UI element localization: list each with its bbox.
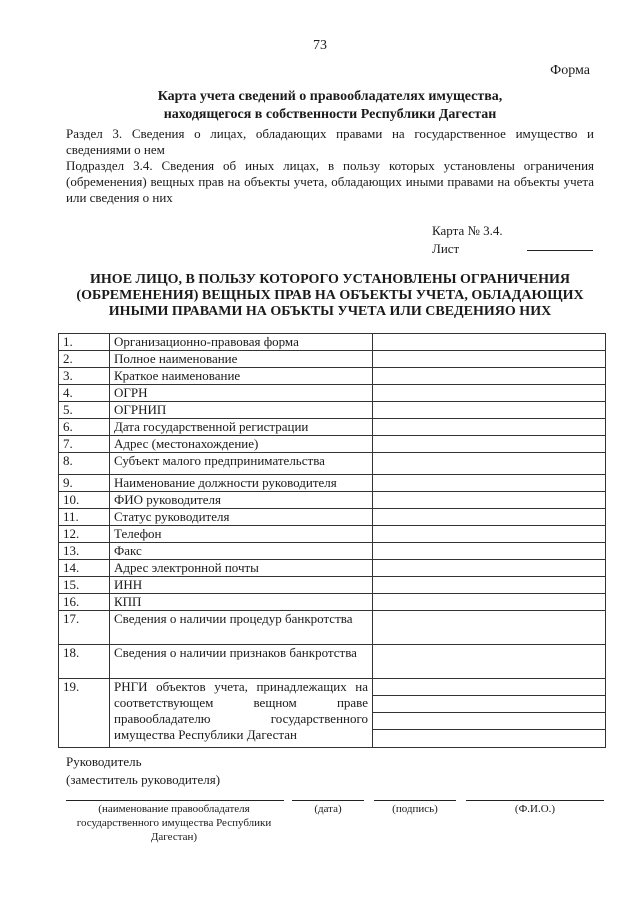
- table-row: [59, 611, 606, 645]
- table-row: [59, 560, 606, 577]
- row-number: 8.: [59, 453, 110, 475]
- row-number: 6.: [59, 419, 110, 436]
- section-text: Сведения о лицах, обладающих правами на государственное имущество и сведениями о нем: [66, 126, 595, 157]
- table-row: [59, 577, 606, 594]
- document-title: [60, 88, 600, 124]
- row-value-field[interactable]: [373, 594, 606, 611]
- row-value-field[interactable]: [373, 713, 605, 730]
- row-label: Полное наименование: [110, 351, 373, 368]
- form-heading-line-2: (ОБРЕМЕНЕНИЯ) ВЕЩНЫХ ПРАВ НА ОБЪЕКТЫ УЧЕТА, ОБЛАДАЮЩИХ: [76, 288, 584, 303]
- row-value-field[interactable]: [373, 453, 606, 475]
- table-row: [59, 419, 606, 436]
- row-value-field[interactable]: [373, 334, 606, 351]
- row-label: Субъект малого предпринимательства: [110, 453, 373, 475]
- signature-line[interactable]: [374, 800, 456, 801]
- row-label: Телефон: [110, 526, 373, 543]
- date-line[interactable]: [292, 800, 364, 801]
- table-row: [59, 402, 606, 419]
- document-title-line-1: Карта учета сведений о правообладателях имущества,: [157, 89, 503, 104]
- table-row: [59, 368, 606, 385]
- subsection-prefix: Подраздел 3.4.: [66, 158, 153, 173]
- holder-name-caption: (наименование правообладателя государственного имущества Республики Дагестан): [76, 803, 272, 843]
- signer-title: Руководитель: [66, 754, 142, 769]
- holder-name-line[interactable]: [66, 800, 284, 801]
- row-value-field[interactable]: [373, 543, 606, 560]
- row-value-field[interactable]: [373, 402, 606, 419]
- document-title-line-2: находящегося в собственности Республики Дагестан: [163, 107, 497, 122]
- row-number: 5.: [59, 402, 110, 419]
- card-info: [432, 222, 503, 258]
- table-row: [59, 509, 606, 526]
- row-value-field[interactable]: [373, 696, 605, 713]
- row-number: 14.: [59, 560, 110, 577]
- row-value-cell: [373, 679, 606, 748]
- row-number: 18.: [59, 645, 110, 679]
- row-value-field[interactable]: [373, 611, 606, 645]
- row-number: 7.: [59, 436, 110, 453]
- section-heading: [66, 126, 594, 158]
- row-value-field[interactable]: [373, 679, 605, 696]
- row-label: ОГРНИП: [110, 402, 373, 419]
- row-label: Сведения о наличии процедур банкротства: [110, 611, 373, 645]
- table-row: [59, 492, 606, 509]
- page-number: 73: [313, 38, 327, 53]
- table-row: [59, 453, 606, 475]
- row-value-field[interactable]: [373, 436, 606, 453]
- sheet-label: Лист: [432, 241, 460, 256]
- table-row: [59, 645, 606, 679]
- row-label: ФИО руководителя: [110, 492, 373, 509]
- row-value-field[interactable]: [373, 385, 606, 402]
- row-number: 16.: [59, 594, 110, 611]
- row-label: Краткое наименование: [110, 368, 373, 385]
- row-label: Наименование должности руководителя: [110, 475, 373, 492]
- row-value-field[interactable]: [373, 351, 606, 368]
- row-label: Сведения о наличии признаков банкротства: [110, 645, 373, 679]
- card-number: Карта № 3.4.: [432, 223, 503, 238]
- table-row: [59, 526, 606, 543]
- row-value-field[interactable]: [373, 577, 606, 594]
- row-number: 13.: [59, 543, 110, 560]
- row-label: ОГРН: [110, 385, 373, 402]
- form-heading-line-1: ИНОЕ ЛИЦО, В ПОЛЬЗУ КОТОРОГО УСТАНОВЛЕНЫ ОГРАНИЧЕНИЯ: [90, 272, 570, 287]
- row-value-field[interactable]: [373, 645, 606, 679]
- row-value-field[interactable]: [373, 419, 606, 436]
- table-row: [59, 475, 606, 492]
- table-row: [59, 543, 606, 560]
- row-number: 19.: [59, 679, 110, 748]
- row-label: Статус руководителя: [110, 509, 373, 526]
- fio-line[interactable]: [466, 800, 604, 801]
- row-number: 15.: [59, 577, 110, 594]
- row-number: 9.: [59, 475, 110, 492]
- form-label: Форма: [550, 63, 590, 78]
- row-label: КПП: [110, 594, 373, 611]
- row-number: 17.: [59, 611, 110, 645]
- row-number: 1.: [59, 334, 110, 351]
- row-number: 3.: [59, 368, 110, 385]
- row-number: 2.: [59, 351, 110, 368]
- row-number: 11.: [59, 509, 110, 526]
- table-row: [59, 385, 606, 402]
- row-value-field[interactable]: [373, 509, 606, 526]
- signature-caption: (подпись): [392, 803, 438, 815]
- fio-caption: (Ф.И.О.): [514, 803, 556, 815]
- signer-block: [66, 753, 220, 789]
- section-prefix: Раздел 3.: [66, 126, 123, 141]
- row-label: Адрес (местонахождение): [110, 436, 373, 453]
- data-table: [58, 333, 606, 748]
- row-value-field[interactable]: [373, 475, 606, 492]
- row-label: ИНН: [110, 577, 373, 594]
- row-value-field[interactable]: [373, 526, 606, 543]
- row-number: 12.: [59, 526, 110, 543]
- table-row: [59, 594, 606, 611]
- table-row: [59, 334, 606, 351]
- row-label: Адрес электронной почты: [110, 560, 373, 577]
- row-value-field[interactable]: [373, 368, 606, 385]
- row-label: Факс: [110, 543, 373, 560]
- table-row: [59, 436, 606, 453]
- row-label: Организационно-правовая форма: [110, 334, 373, 351]
- table-row: [59, 351, 606, 368]
- row-value-field[interactable]: [373, 560, 606, 577]
- row-number: 10.: [59, 492, 110, 509]
- row-value-field[interactable]: [373, 730, 605, 747]
- date-caption: (дата): [314, 803, 342, 815]
- row-number: 4.: [59, 385, 110, 402]
- form-heading-line-3: ИНЫМИ ПРАВАМИ НА ОБЪКТЫ УЧЕТА ИЛИ СВЕДЕНИЯО НИХ: [108, 304, 552, 319]
- row-label: Дата государственной регистрации: [110, 419, 373, 436]
- subsection-heading: [66, 158, 594, 206]
- sheet-number-field[interactable]: [527, 250, 593, 251]
- row-label: РНГИ объектов учета, принадлежащих на соответствующем вещном праве правообладателю государственного имущества Республики Дагестан: [110, 679, 373, 748]
- signer-deputy: (заместитель руководителя): [66, 772, 221, 787]
- form-heading: [60, 272, 600, 320]
- row-value-field[interactable]: [373, 492, 606, 509]
- subsection-text: Сведения об иных лицах, в пользу которых установлены ограничения (обременения) вещных прав на объекты учета, обладающих иными правами на объекты учета или сведения о них: [66, 158, 595, 205]
- table-row: [59, 679, 606, 748]
